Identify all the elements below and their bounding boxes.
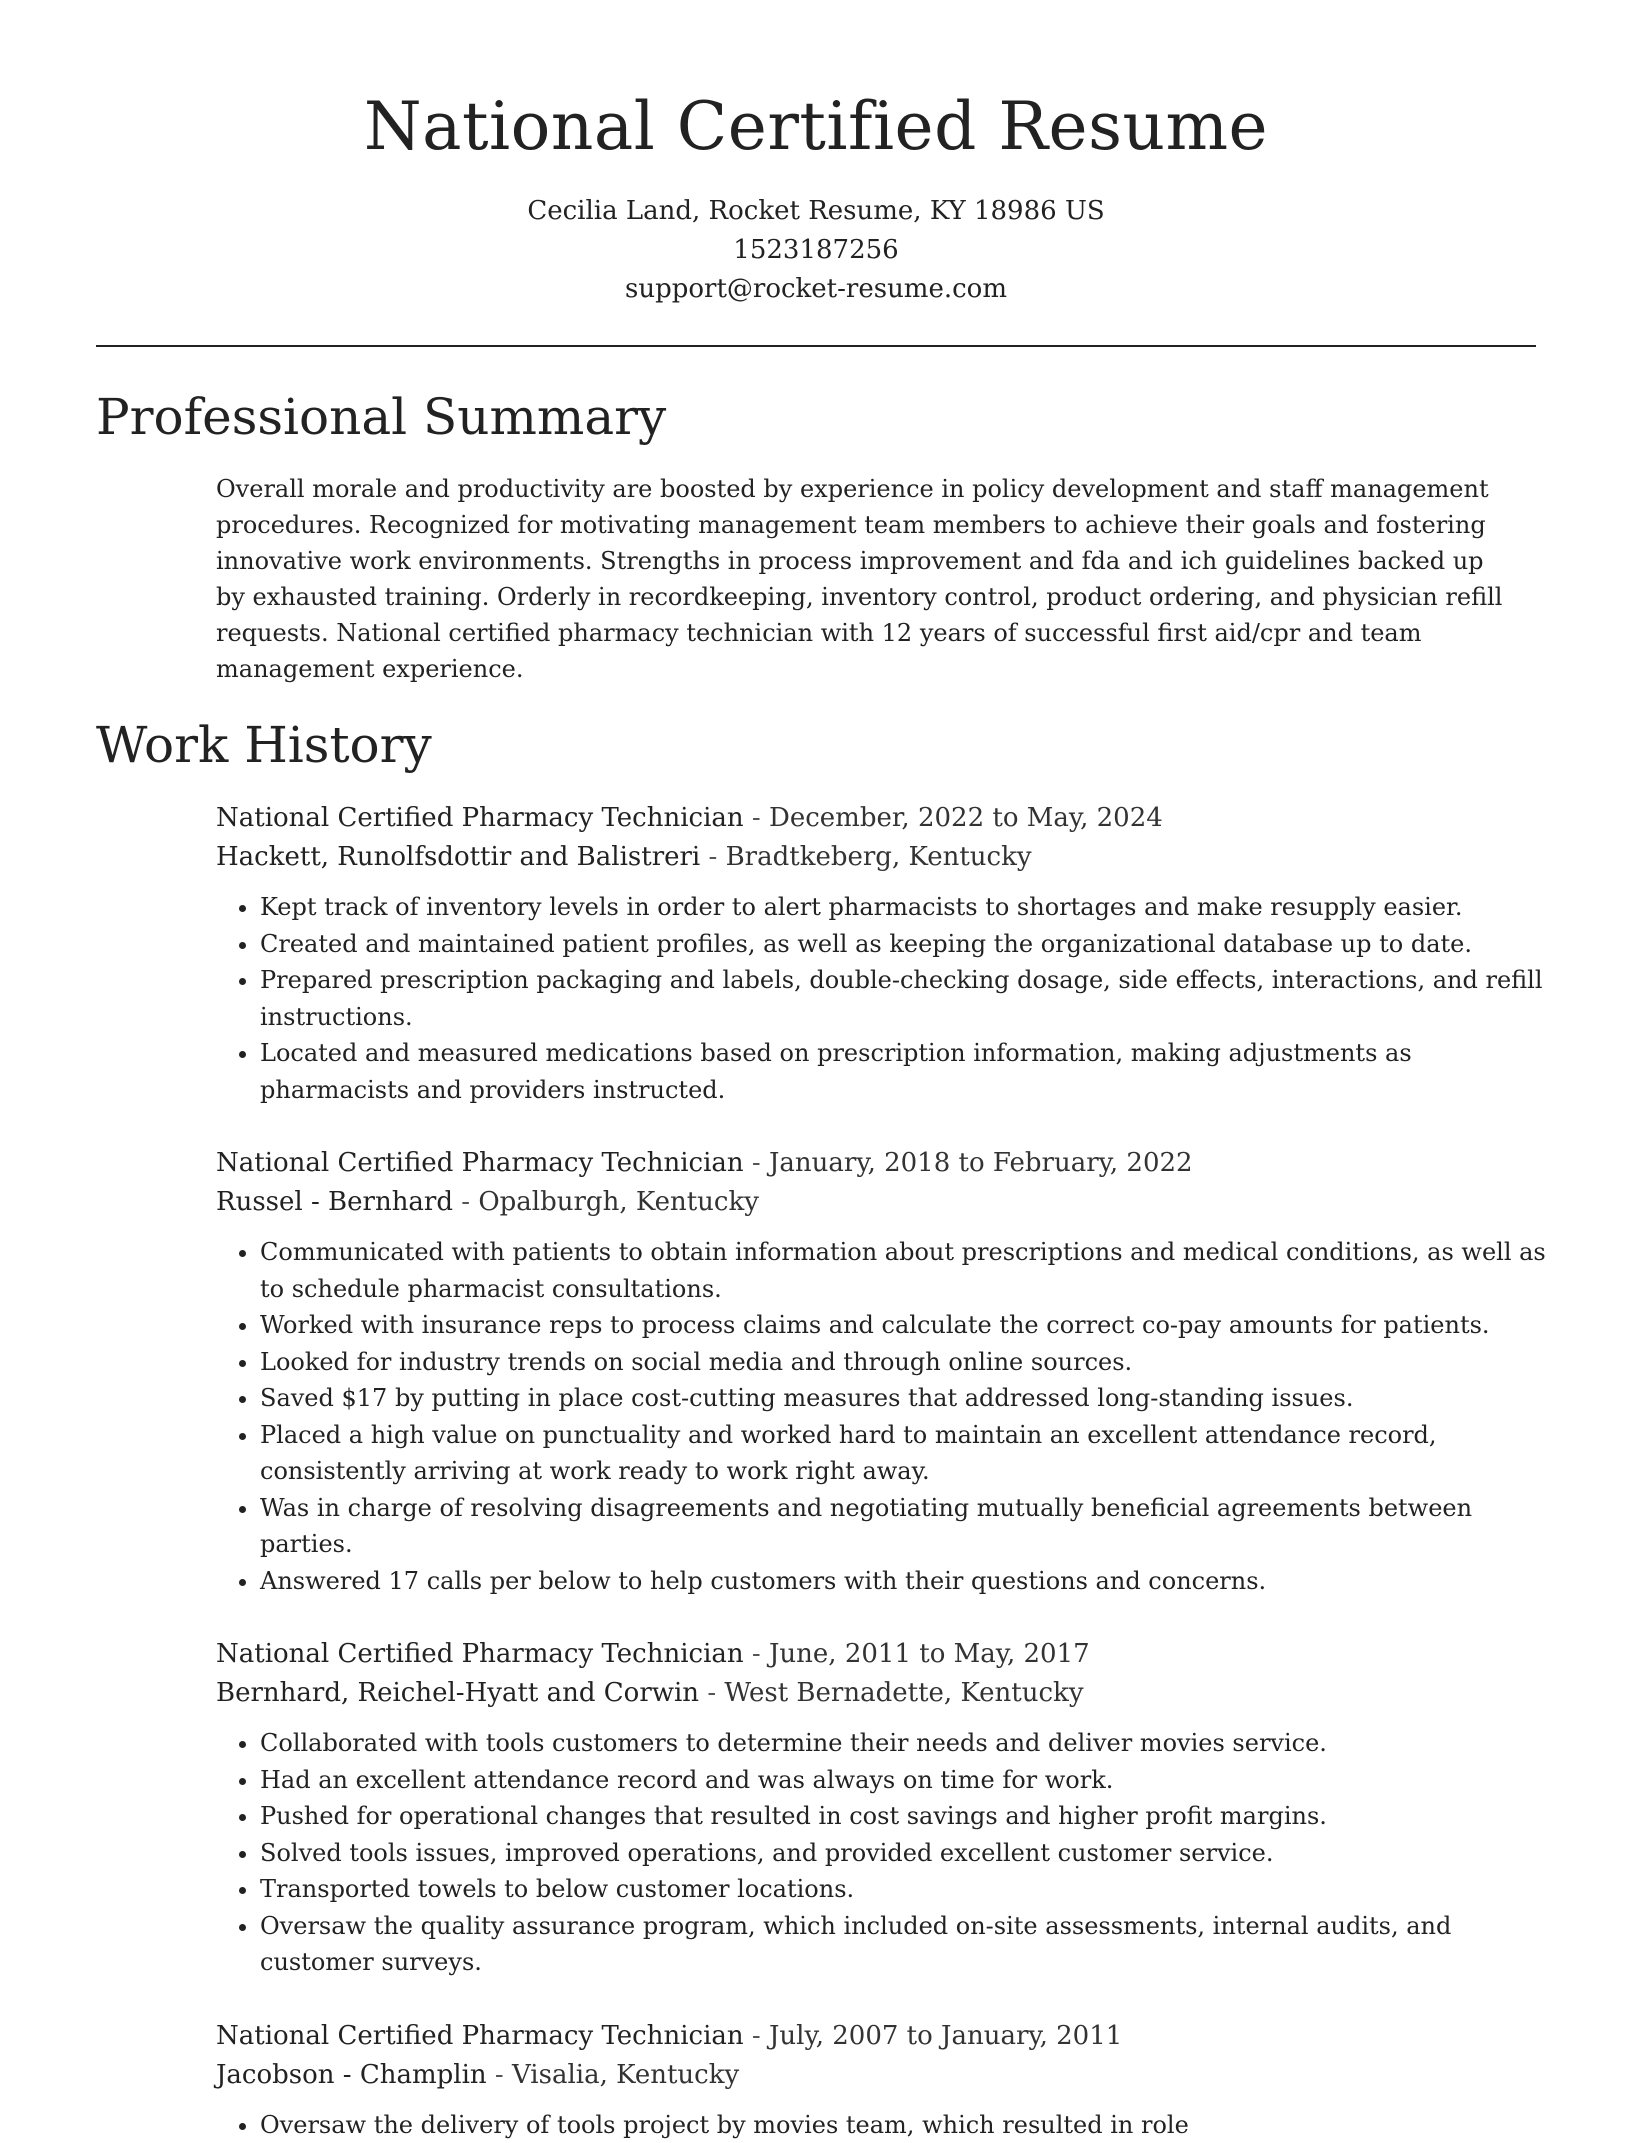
job-company-line [216,1674,1536,1713]
job-company-line [216,838,1536,877]
bullet-item: • Created and maintained patient profiles, as well as keeping the organizational database up to date. [260,926,1556,963]
job-entry [216,1635,1536,1981]
bullet-item: • Placed a high value on punctuality and worked hard to maintain an excellent attendance record, consistently arriving at work ready to work right away. [260,1417,1556,1490]
resume-page [96,0,1536,2143]
contact-phone: 1523187256 [96,231,1536,270]
summary-text: Overall morale and productivity are boosted by experience in policy development and staff management procedures. Recognized for motivating management team members to achieve their goals and fostering innovative work environments. Strengths in process improvement and fda and ich guidelines backed up by exhausted training. Orderly in recordkeeping, inventory control, product ordering, and physician refill requests. National certified pharmacy technician with 12 years of successful first aid/cpr and team management experience. [216,471,1516,687]
bullet-item: • Transported towels to below customer locations. [260,1871,1556,1908]
job-entry [216,2017,1536,2143]
bullet-item: • Located and measured medications based on prescription information, making adjustments as pharmacists and providers instructed. [260,1035,1556,1108]
separator: - [700,842,725,872]
work-history-section [96,713,1536,2143]
header-divider [96,345,1536,347]
bullet-item: • Prepared prescription packaging and labels, double-checking dosage, side effects, interactions, and refill instructions. [260,962,1556,1035]
job-title: National Certified Pharmacy Technician [216,1148,744,1178]
job-company: Russel - Bernhard [216,1187,453,1217]
bullet-item: • Answered 17 calls per below to help customers with their questions and concerns. [260,1563,1556,1600]
bullet-item: • Communicated with patients to obtain information about prescriptions and medical conditions, as well as to schedule pharmacist consultations. [260,1234,1556,1307]
job-title-line [216,799,1536,838]
job-bullets [216,1234,1556,1599]
job-dates: July, 2007 to January, 2011 [769,2021,1122,2051]
job-title: National Certified Pharmacy Technician [216,803,744,833]
job-dates: January, 2018 to February, 2022 [769,1148,1193,1178]
job-title-line [216,1635,1536,1674]
bullet-item: • Kept track of inventory levels in order to alert pharmacists to shortages and make resupply easier. [260,889,1556,926]
contact-block [96,192,1536,309]
job-company: Hackett, Runolfsdottir and Balistreri [216,842,700,872]
job-location: Opalburgh, Kentucky [478,1187,759,1217]
job-dates: June, 2011 to May, 2017 [769,1639,1090,1669]
job-company-line [216,1183,1536,1222]
resume-header [96,0,1536,309]
summary-section [96,385,1536,687]
separator: - [744,2021,769,2051]
job-company: Jacobson - Champlin [216,2060,487,2090]
bullet-item: • Looked for industry trends on social media and through online sources. [260,1344,1556,1381]
bullet-item: • Pushed for operational changes that resulted in cost savings and higher profit margins. [260,1798,1556,1835]
job-title-line [216,2017,1536,2056]
job-company-line [216,2056,1536,2095]
job-bullets [216,889,1556,1108]
bullet-item: • Collaborated with tools customers to determine their needs and deliver movies service. [260,1725,1556,1762]
work-history-heading: Work History [96,713,1536,777]
job-location: West Bernadette, Kentucky [724,1678,1083,1708]
summary-heading: Professional Summary [96,385,1536,449]
job-entry [216,1144,1536,1599]
bullet-item: • Saved $17 by putting in place cost-cutting measures that addressed long-standing issues. [260,1380,1556,1417]
job-title: National Certified Pharmacy Technician [216,2021,744,2051]
separator: - [744,803,769,833]
job-location: Visalia, Kentucky [512,2060,739,2090]
job-entry [216,799,1536,1108]
separator: - [744,1639,769,1669]
contact-email: support@rocket-resume.com [96,270,1536,309]
bullet-item: • Oversaw the delivery of tools project by movies team, which resulted in role [260,2107,1556,2143]
job-location: Bradtkeberg, Kentucky [726,842,1032,872]
separator: - [699,1678,724,1708]
separator: - [487,2060,512,2090]
separator: - [744,1148,769,1178]
job-dates: December, 2022 to May, 2024 [769,803,1163,833]
bullet-item: • Had an excellent attendance record and was always on time for work. [260,1762,1556,1799]
bullet-item: • Was in charge of resolving disagreements and negotiating mutually beneficial agreements between parties. [260,1490,1556,1563]
separator: - [453,1187,478,1217]
job-title: National Certified Pharmacy Technician [216,1639,744,1669]
job-title-line [216,1144,1536,1183]
bullet-item: • Worked with insurance reps to process claims and calculate the correct co-pay amounts for patients. [260,1307,1556,1344]
job-company: Bernhard, Reichel-Hyatt and Corwin [216,1678,699,1708]
contact-address: Cecilia Land, Rocket Resume, KY 18986 US [96,192,1536,231]
resume-title: National Certified Resume [96,84,1536,170]
bullet-item: • Solved tools issues, improved operations, and provided excellent customer service. [260,1835,1556,1872]
bullet-item: • Oversaw the quality assurance program, which included on-site assessments, internal audits, and customer surveys. [260,1908,1556,1981]
job-bullets [216,1725,1556,1981]
